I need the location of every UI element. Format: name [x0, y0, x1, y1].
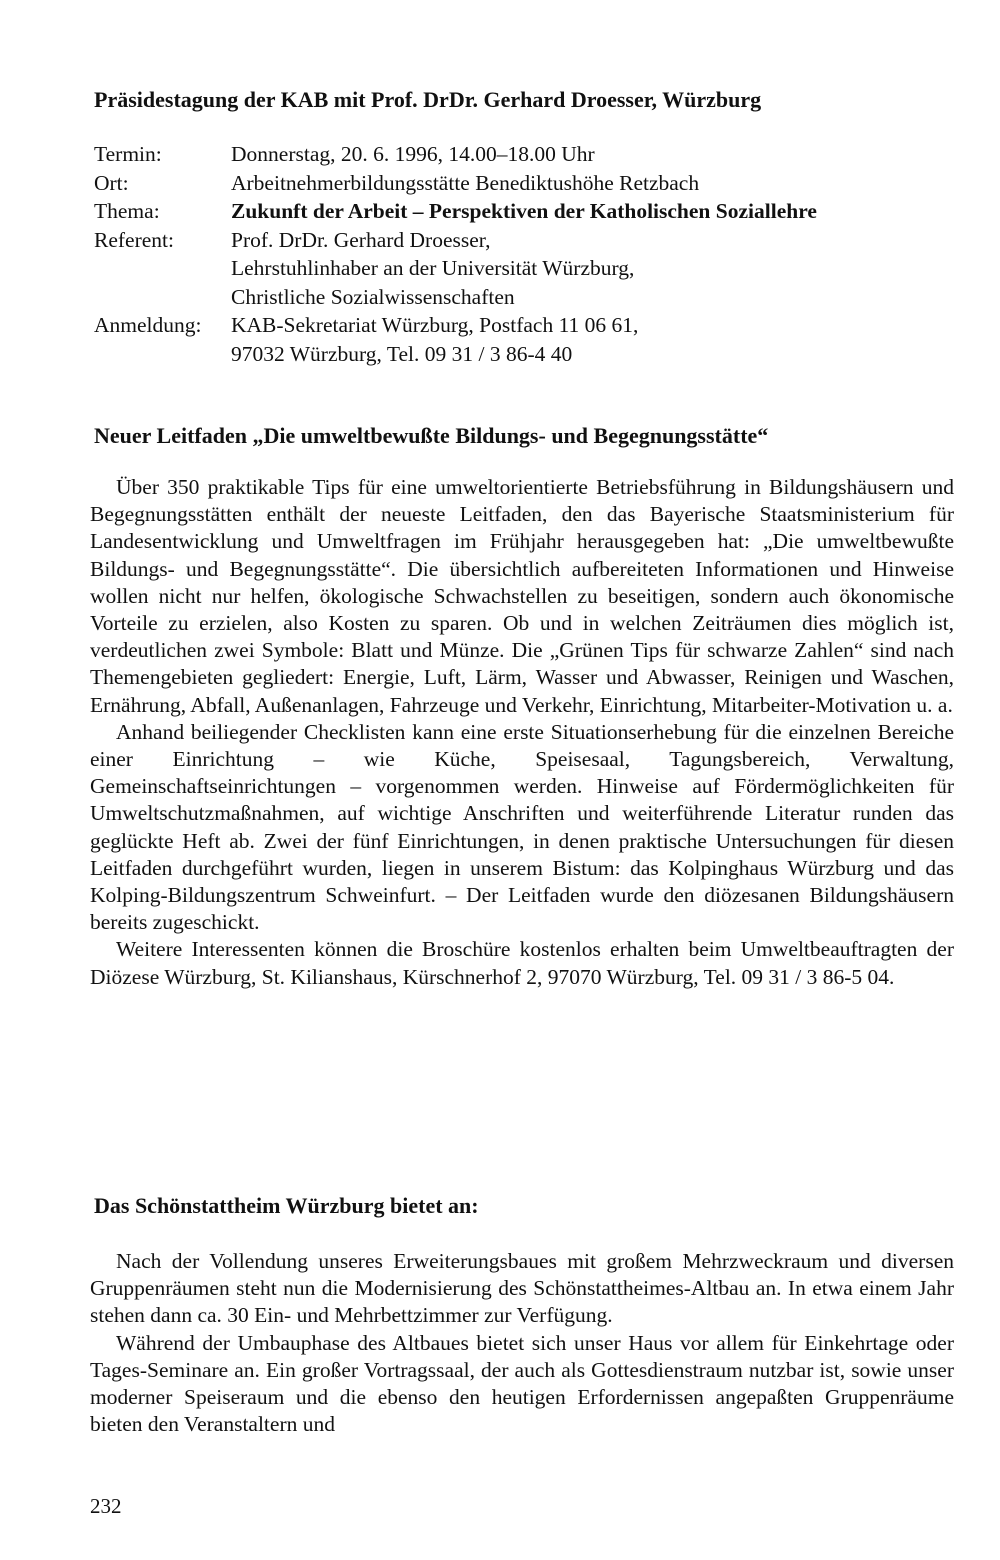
info-value-line: KAB-Sekretariat Würzburg, Postfach 11 06 61,: [231, 313, 639, 337]
info-row-anmeldung: [94, 311, 974, 368]
info-label: Termin:: [94, 142, 162, 166]
info-value: [231, 311, 974, 368]
article-schoenstatt: [90, 1248, 954, 1438]
info-value-line: Arbeitnehmerbildungsstätte Benediktushöhe Retzbach: [231, 170, 700, 195]
info-label: Ort:: [94, 170, 129, 195]
section-heading-schoenstatt: Das Schönstattheim Würzburg bietet an:: [94, 1193, 479, 1218]
info-value-line: 97032 Würzburg, Tel. 09 31 / 3 86-4 40: [231, 341, 573, 366]
info-value-line: Prof. DrDr. Gerhard Droesser,: [231, 227, 491, 252]
info-value-line: Christliche Sozialwissenschaften: [231, 284, 515, 309]
page-number: 232: [90, 1494, 122, 1518]
article-leitfaden: [90, 474, 954, 991]
info-value: [231, 169, 974, 198]
info-value-line: Donnerstag, 20. 6. 1996, 14.00–18.00 Uhr: [231, 142, 595, 166]
info-row-thema: [94, 197, 974, 226]
info-label: Referent:: [94, 227, 174, 252]
info-value: [231, 226, 974, 312]
info-label: Anmeldung:: [94, 313, 202, 337]
info-value: [231, 197, 974, 226]
info-row-referent: [94, 226, 974, 312]
section-heading-leitfaden: Neuer Leitfaden „Die umweltbewußte Bildungs- und Begegnungsstätte“: [94, 423, 769, 448]
info-value-line: Lehrstuhlinhaber an der Universität Würzburg,: [231, 256, 635, 280]
paragraph: Nach der Vollendung unseres Erweiterungsbaues mit großem Mehrzweckraum und diversen Gruppenräumen steht nun die Modernisierung des Schönstattheimes-Altbau an. In etwa einem Jahr stehen dann ca. 30 Ein- und Mehrbettzimmer zur Verfügung.: [90, 1249, 954, 1328]
paragraph: Über 350 praktikable Tips für eine umweltorientierte Betriebsführung in Bildungshäusern und Begegnungsstätten enthält der neueste Leitfaden, den das Bayerische Staatsministerium für Landesentwicklung und Umweltfragen im Frühjahr herausgegeben hat: „Die umweltbewußte Bildungs- und Begegnungsstätte“. Die übersichtlich aufbereiteten Informationen und Hinweise wollen nicht nur helfen, ökologische Schwachstellen zu beseitigen, sondern auch ökonomische Vorteile zu erzielen, also Kosten zu sparen. Ob und in welchen Zeiträumen dies möglich ist, verdeutlichen zwei Symbole: Blatt und Münze. Die „Grünen Tips für schwarze Zahlen“ sind nach Themengebieten gegliedert: Energie, Luft, Lärm, Wasser und Abwasser, Reinigen und Waschen, Ernährung, Abfall, Außenanlagen, Fahrzeuge und Verkehr, Einrichtung, Mitarbeiter-Motivation u. a.: [90, 475, 954, 717]
paragraph: Weitere Interessenten können die Broschüre kostenlos erhalten beim Umweltbeauftragten der Diözese Würzburg, St. Kilianshaus, Kürschnerhof 2, 97070 Würzburg, Tel. 09 31 / 3 86-5 04.: [90, 937, 954, 989]
info-label: Thema:: [94, 199, 160, 223]
info-value-line: Zukunft der Arbeit – Perspektiven der Katholischen Soziallehre: [231, 199, 817, 223]
paragraph: Während der Umbauphase des Altbaues bietet sich unser Haus vor allem für Einkehrtage oder Tages-Seminare an. Ein großer Vortragssaal, der auch als Gottesdienstraum nutzbar ist, sowie unser moderner Speiseraum und die ebenso den heutigen Erfordernissen angepaßten Gruppenräume bieten den Veranstaltern und: [90, 1330, 954, 1437]
info-row-termin: [94, 140, 974, 169]
section-heading-kab: Präsidestagung der KAB mit Prof. DrDr. Gerhard Droesser, Würzburg: [94, 87, 762, 112]
info-value: [231, 140, 974, 169]
event-info-table: [94, 140, 974, 368]
paragraph: Anhand beiliegender Checklisten kann eine erste Situationserhebung für die einzelnen Bereiche einer Einrichtung – wie Küche, Speisesaal, Tagungsbereich, Verwaltung, Gemeinschaftseinrichtungen – vorgenommen werden. Hinweise auf Fördermöglichkeiten für Umweltschutzmaßnahmen, auf wichtige Anschriften und weiterführende Literatur runden das geglückte Heft ab. Zwei der fünf Einrichtungen, in denen praktische Untersuchungen für diesen Leitfaden durchgeführt wurden, liegen in unserem Bistum: das Kolpinghaus Würzburg und das Kolping-Bildungszentrum Schweinfurt. – Der Leitfaden wurde den diözesanen Bildungshäusern bereits zugeschickt.: [90, 719, 954, 935]
info-row-ort: [94, 169, 974, 198]
